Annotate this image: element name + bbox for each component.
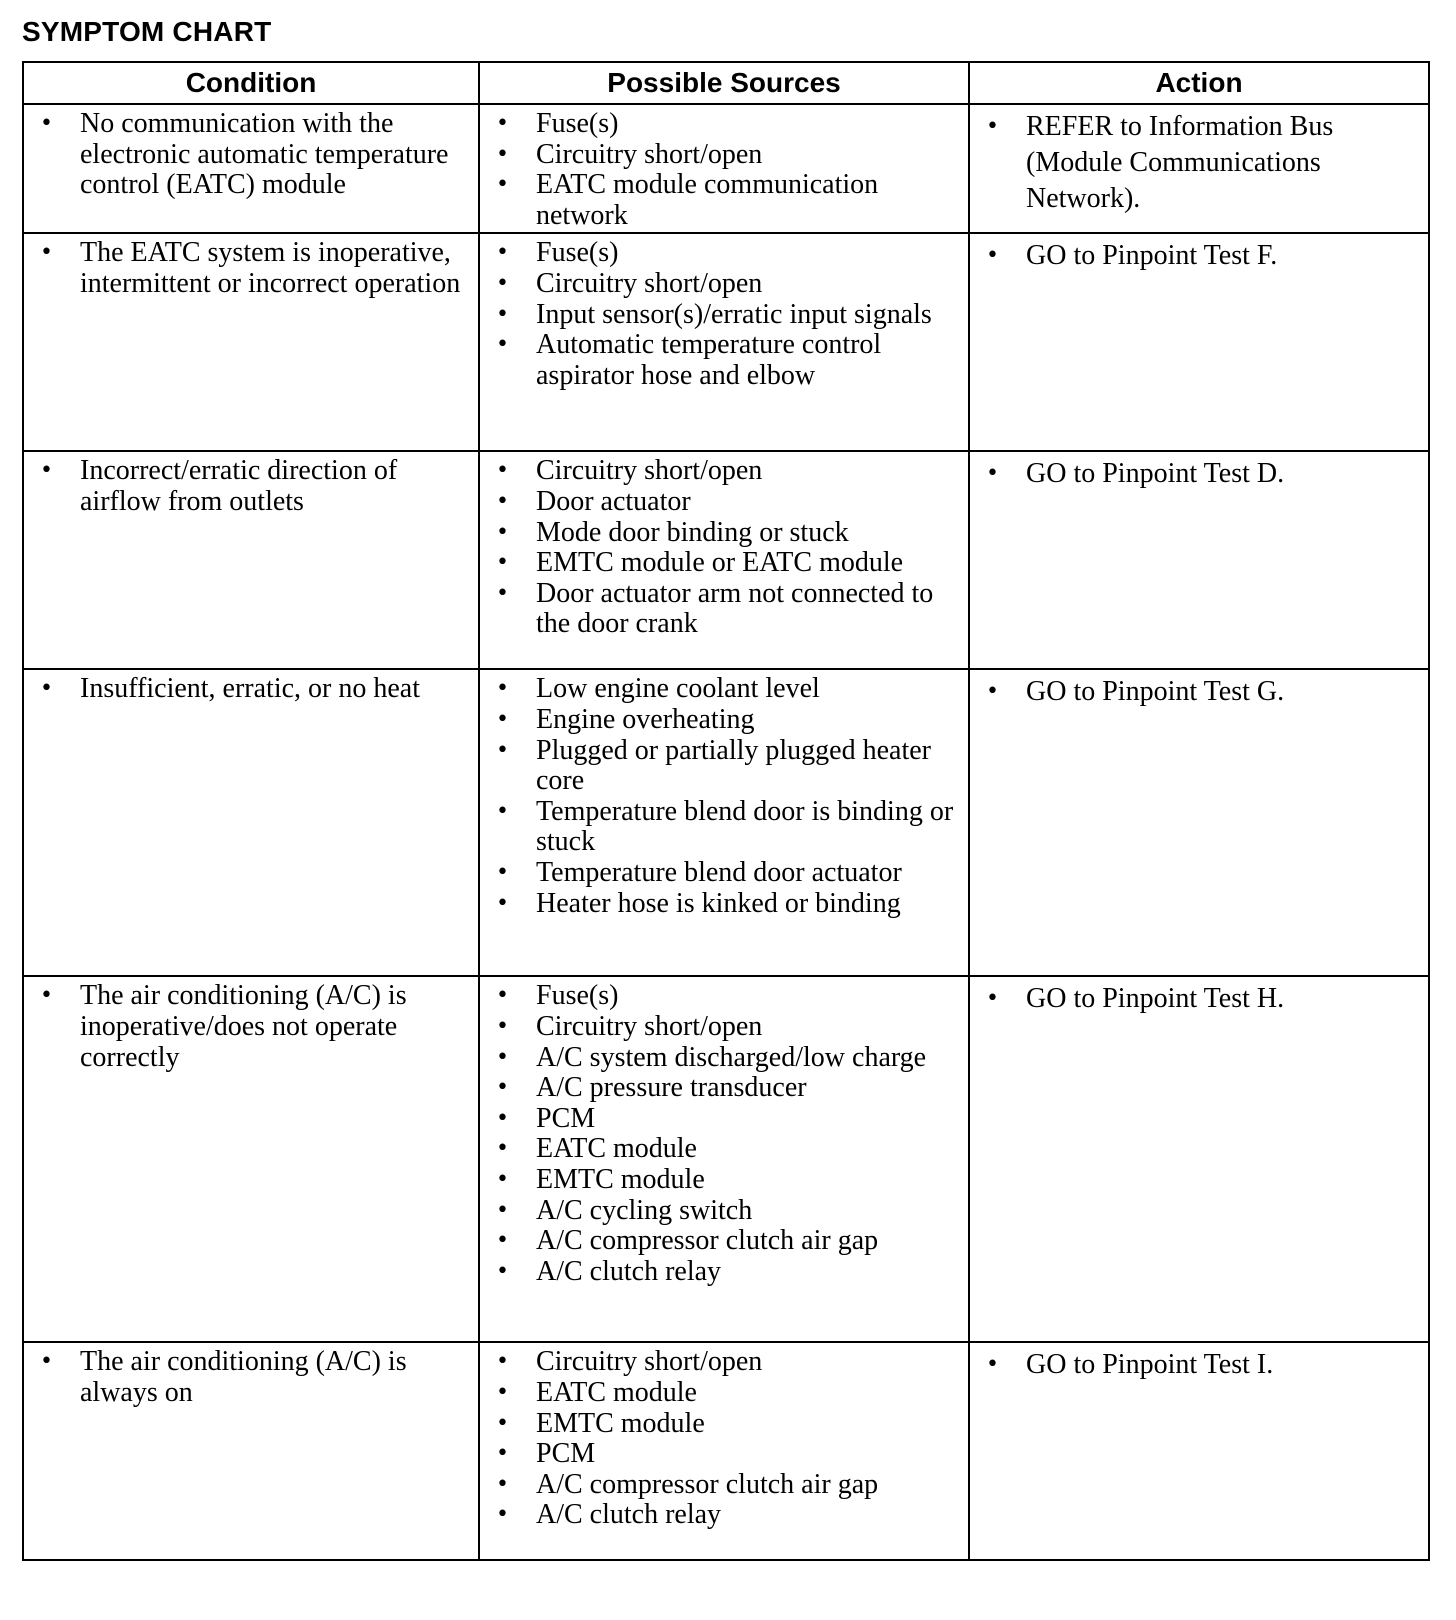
sources-cell <box>479 1342 969 1560</box>
list-item: • A/C pressure transducer <box>492 1073 956 1104</box>
list-item: • Insufficient, erratic, or no heat <box>36 674 466 705</box>
sources-list <box>492 674 956 919</box>
list-item: • GO to Pinpoint Test G. <box>982 674 1416 710</box>
list-item: • Door actuator <box>492 487 956 518</box>
condition-list <box>36 981 466 1073</box>
action-cell <box>969 976 1429 1342</box>
list-item: • A/C compressor clutch air gap <box>492 1226 956 1257</box>
action-cell <box>969 233 1429 451</box>
condition-cell <box>23 233 479 451</box>
condition-list <box>36 1347 466 1408</box>
sources-list <box>492 109 956 231</box>
list-item: • A/C clutch relay <box>492 1500 956 1531</box>
action-list <box>982 238 1416 274</box>
list-item: • EATC module <box>492 1378 956 1409</box>
list-item: • Temperature blend door actuator <box>492 858 956 889</box>
condition-list <box>36 456 466 517</box>
list-item: • The EATC system is inoperative, intermittent or incorrect operation <box>36 238 466 299</box>
list-item: • Plugged or partially plugged heater core <box>492 736 956 797</box>
list-item: • GO to Pinpoint Test H. <box>982 981 1416 1017</box>
list-item: • Circuitry short/open <box>492 140 956 171</box>
list-item: • Fuse(s) <box>492 981 956 1012</box>
list-item: • GO to Pinpoint Test D. <box>982 456 1416 492</box>
condition-list <box>36 109 466 201</box>
condition-cell <box>23 1342 479 1560</box>
sources-list <box>492 456 956 640</box>
list-item: • Heater hose is kinked or binding <box>492 889 956 920</box>
table-row <box>23 976 1429 1342</box>
condition-cell <box>23 104 479 233</box>
action-cell <box>969 451 1429 669</box>
list-item: • EMTC module <box>492 1165 956 1196</box>
list-item: • Automatic temperature control aspirator hose and elbow <box>492 330 956 391</box>
list-item: • A/C system discharged/low charge <box>492 1043 956 1074</box>
table-row <box>23 233 1429 451</box>
list-item: • GO to Pinpoint Test I. <box>982 1347 1416 1383</box>
list-item: • The air conditioning (A/C) is always on <box>36 1347 466 1408</box>
condition-list <box>36 238 466 299</box>
table-row <box>23 669 1429 976</box>
sources-list <box>492 1347 956 1531</box>
list-item: • Fuse(s) <box>492 238 956 269</box>
list-item: • A/C clutch relay <box>492 1257 956 1288</box>
condition-list <box>36 674 466 705</box>
header-possible-sources: Possible Sources <box>479 62 969 104</box>
condition-cell <box>23 976 479 1342</box>
condition-cell <box>23 451 479 669</box>
sources-cell <box>479 669 969 976</box>
header-condition: Condition <box>23 62 479 104</box>
sources-cell <box>479 976 969 1342</box>
list-item: • REFER to Information Bus (Module Communications Network). <box>982 109 1416 217</box>
list-item: • Circuitry short/open <box>492 1347 956 1378</box>
list-item: • Engine overheating <box>492 705 956 736</box>
list-item: • PCM <box>492 1439 956 1470</box>
list-item: • Fuse(s) <box>492 109 956 140</box>
sources-cell <box>479 104 969 233</box>
action-list <box>982 456 1416 492</box>
action-list <box>982 109 1416 217</box>
list-item: • Input sensor(s)/erratic input signals <box>492 300 956 331</box>
page-title: SYMPTOM CHART <box>22 16 272 47</box>
list-item: • Circuitry short/open <box>492 269 956 300</box>
list-item: • A/C cycling switch <box>492 1196 956 1227</box>
list-item: • EATC module <box>492 1134 956 1165</box>
table-row <box>23 451 1429 669</box>
list-item: • The air conditioning (A/C) is inoperative/does not operate correctly <box>36 981 466 1073</box>
list-item: • GO to Pinpoint Test F. <box>982 238 1416 274</box>
sources-cell <box>479 451 969 669</box>
symptom-chart-table <box>22 61 1430 1561</box>
list-item: • EMTC module <box>492 1409 956 1440</box>
list-item: • Circuitry short/open <box>492 456 956 487</box>
list-item: • Mode door binding or stuck <box>492 518 956 549</box>
sources-cell <box>479 233 969 451</box>
list-item: • Door actuator arm not connected to the door crank <box>492 579 956 640</box>
list-item: • Low engine coolant level <box>492 674 956 705</box>
header-action: Action <box>969 62 1429 104</box>
sources-list <box>492 981 956 1287</box>
header-row <box>23 62 1429 104</box>
chart-body <box>23 104 1429 1560</box>
list-item: • No communication with the electronic automatic temperature control (EATC) module <box>36 109 466 201</box>
action-cell <box>969 669 1429 976</box>
sources-list <box>492 238 956 391</box>
list-item: • Circuitry short/open <box>492 1012 956 1043</box>
list-item: • EMTC module or EATC module <box>492 548 956 579</box>
action-list <box>982 1347 1416 1383</box>
list-item: • EATC module communication network <box>492 170 956 231</box>
list-item: • Incorrect/erratic direction of airflow from outlets <box>36 456 466 517</box>
table-row <box>23 104 1429 233</box>
action-list <box>982 981 1416 1017</box>
action-cell <box>969 1342 1429 1560</box>
list-item: • PCM <box>492 1104 956 1135</box>
list-item: • Temperature blend door is binding or stuck <box>492 797 956 858</box>
table-row <box>23 1342 1429 1560</box>
action-cell <box>969 104 1429 233</box>
condition-cell <box>23 669 479 976</box>
action-list <box>982 674 1416 710</box>
list-item: • A/C compressor clutch air gap <box>492 1470 956 1501</box>
